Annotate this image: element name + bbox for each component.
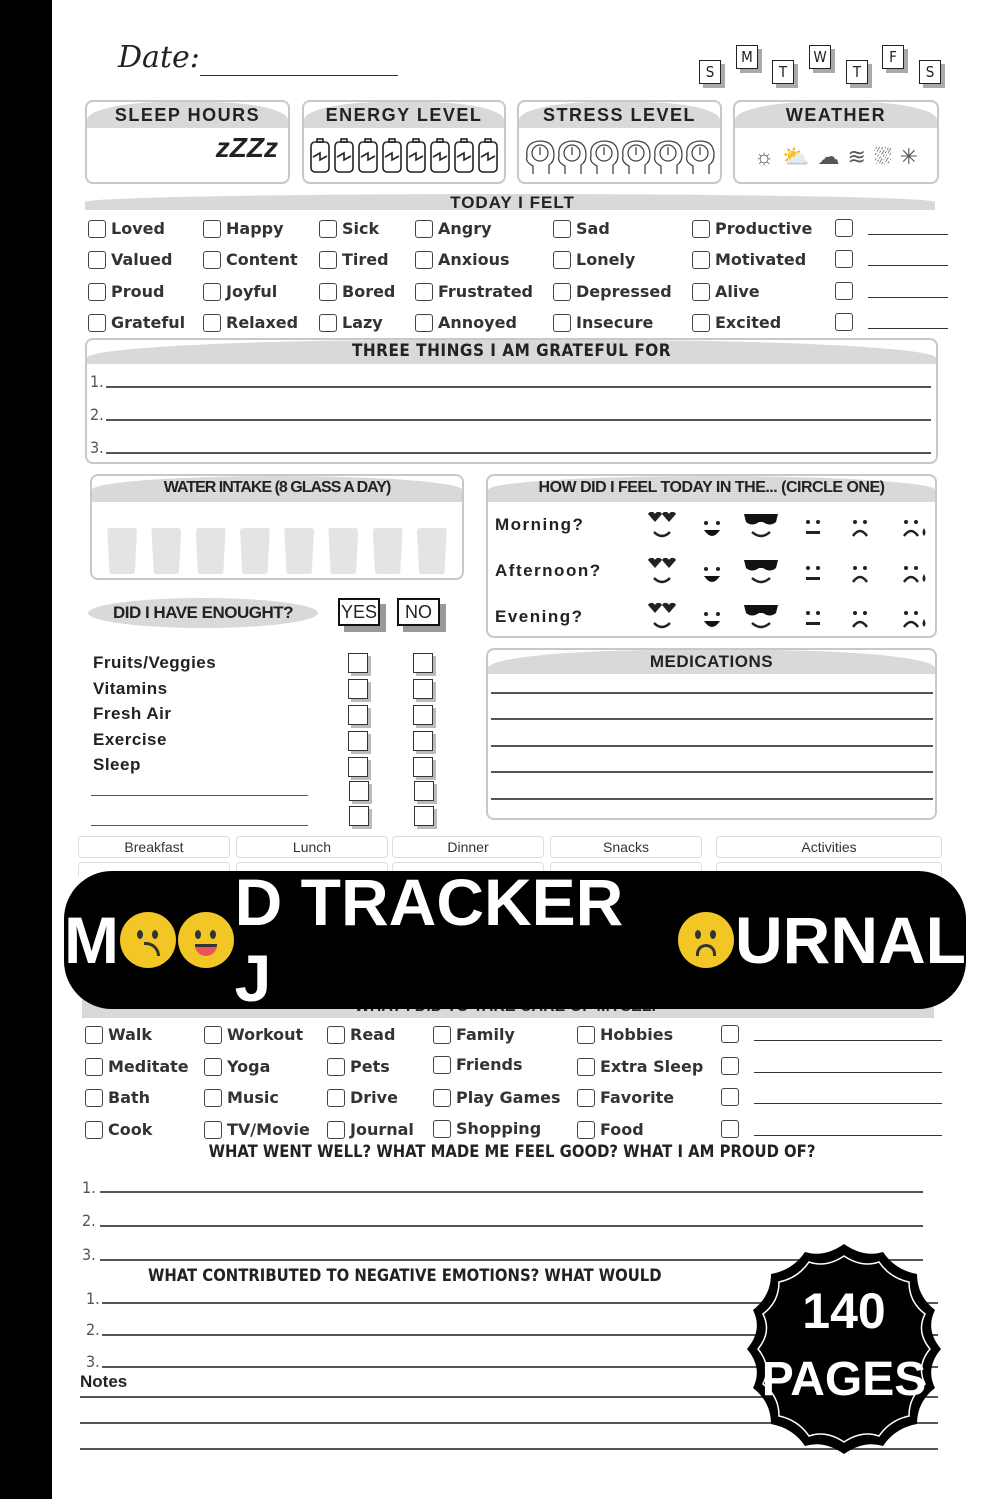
checkbox[interactable] [204,1058,222,1076]
cool-face-icon [744,605,778,627]
selfcare-read[interactable]: Read [327,1025,395,1044]
selfcare-hobbies[interactable]: Hobbies [577,1025,673,1044]
enough-title: DID I HAVE ENOUGHT? [112,603,294,622]
crying-face-icon [904,520,926,536]
checkbox[interactable] [433,1056,451,1074]
weekday-friday[interactable]: F [882,45,904,69]
negative-number: 1. [86,1289,100,1308]
book-spine [0,0,52,1499]
custom-feeling-field[interactable] [868,221,948,235]
feeling-custom-3[interactable] [835,282,948,300]
sad-face-icon [853,566,867,582]
checkbox[interactable] [415,251,433,269]
checkbox[interactable] [553,220,571,238]
zzz-icon: zZZz [215,132,278,163]
went-well-number: 3. [82,1245,96,1264]
grateful-line-1[interactable] [106,386,931,388]
custom-selfcare-field[interactable] [754,1122,942,1136]
weekday-thursday[interactable]: T [846,60,868,84]
selfcare-play-games[interactable]: Play Games [433,1088,561,1107]
feeling-loved[interactable]: Loved [88,219,165,238]
checkbox[interactable] [88,251,106,269]
selfcare-tv-movie[interactable]: TV/Movie [204,1120,310,1139]
grateful-number: 2. [90,405,104,424]
glass-icon[interactable] [284,528,314,574]
glass-icon[interactable] [107,528,137,574]
feeling-excited[interactable]: Excited [692,313,781,332]
checkbox[interactable] [835,282,853,300]
checkbox[interactable] [85,1121,103,1139]
no-checkbox-fresh-air[interactable] [413,705,433,725]
selfcare-custom-4[interactable] [721,1120,942,1138]
enough-item-sleep: Sleep [93,755,141,774]
weather-icon-row [735,144,937,170]
no-checkbox-exercise[interactable] [413,731,433,751]
checkbox[interactable] [692,283,710,301]
no-checkbox-custom-1[interactable] [414,781,434,801]
meal-activities[interactable]: Activities [716,836,942,858]
checkbox[interactable] [577,1089,595,1107]
battery-icon[interactable] [308,138,500,174]
custom-selfcare-field[interactable] [754,1090,942,1104]
stress-head-row [519,138,720,176]
weekday-sunday[interactable]: S [699,60,721,84]
water-intake-box [90,474,464,580]
checkbox[interactable] [692,220,710,238]
feeling-sad[interactable]: Sad [553,219,610,238]
feeling-joyful[interactable]: Joyful [203,282,277,301]
water-intake-title: WATER INTAKE (8 GLASS A DAY) [92,476,462,502]
checkbox[interactable] [553,314,571,332]
feel-row-morning: Morning? [495,515,585,534]
feeling-happy[interactable]: Happy [203,219,284,238]
checkbox[interactable] [415,283,433,301]
grateful-box [85,338,938,464]
sad-face-icon [853,520,867,536]
medications-box [486,648,937,820]
sun-icon[interactable]: ☼ [753,144,775,169]
badge-pages-label: PAGES [761,1353,927,1406]
selfcare-music[interactable]: Music [204,1088,279,1107]
neutral-face-icon [806,611,820,625]
feeling-proud[interactable]: Proud [88,282,164,301]
checkbox[interactable] [553,251,571,269]
neutral-face-icon [806,520,820,534]
feeling-grateful[interactable]: Grateful [88,313,185,332]
morning-face-row [640,510,940,546]
selfcare-custom-3[interactable] [721,1088,942,1106]
feel-today-title: HOW DID I FEEL TODAY IN THE... (CIRCLE ONE) [488,476,935,502]
no-checkbox-fruits[interactable] [413,653,433,673]
checkbox[interactable] [85,1089,103,1107]
checkbox[interactable] [835,219,853,237]
checkbox[interactable] [433,1089,451,1107]
feeling-annoyed[interactable]: Annoyed [415,313,517,332]
checkbox[interactable] [88,220,106,238]
went-well-line-1[interactable] [100,1191,923,1193]
checkbox[interactable] [85,1058,103,1076]
went-well-title: WHAT WENT WELL? WHAT MADE ME FEEL GOOD? WHAT I AM PROUD OF? [208,1142,816,1161]
mood-tracker-title-banner [64,865,966,1015]
sad-emoji-icon [678,912,734,968]
selfcare-friends[interactable]: Friends [433,1055,523,1074]
selfcare-custom-2[interactable] [721,1057,942,1075]
medication-line-1[interactable] [491,692,933,694]
grateful-number: 3. [90,438,104,457]
glass-icon[interactable] [417,528,447,574]
checkbox[interactable] [319,283,337,301]
selfcare-favorite[interactable]: Favorite [577,1088,674,1107]
afternoon-face-row [640,556,940,592]
yes-checkbox-fresh-air[interactable] [348,705,368,725]
checkbox[interactable] [721,1120,739,1138]
no-checkbox-sleep[interactable] [413,757,433,777]
negative-number: 3. [86,1352,100,1371]
grateful-line-2[interactable] [106,419,931,421]
checkbox[interactable] [553,283,571,301]
glass-icon[interactable] [151,528,181,574]
feeling-lonely[interactable]: Lonely [553,250,635,269]
enough-item-list [93,650,216,778]
selfcare-drive[interactable]: Drive [327,1088,398,1107]
feeling-content[interactable]: Content [203,250,298,269]
sleep-hours-box[interactable] [85,100,290,184]
yes-checkbox-custom-1[interactable] [349,781,369,801]
stress-level-title: STRESS LEVEL [519,102,720,128]
yes-checkbox-custom-2[interactable] [349,806,369,826]
feeling-alive[interactable]: Alive [692,282,760,301]
checkbox[interactable] [319,314,337,332]
partly-cloudy-icon[interactable]: ⛅ [782,144,810,169]
negative-emotions-title: WHAT CONTRIBUTED TO NEGATIVE EMOTIONS? WHAT WOULD [148,1266,662,1285]
went-well-line-2[interactable] [100,1225,923,1227]
weather-title: WEATHER [735,102,937,128]
glass-icon[interactable] [196,528,226,574]
grateful-title: THREE THINGS I AM GRATEFUL FOR [87,340,936,364]
yes-checkbox-vitamins[interactable] [348,679,368,699]
yes-column-header: YES [338,598,380,626]
selfcare-custom-1[interactable] [721,1025,942,1043]
selfcare-yoga[interactable]: Yoga [204,1057,270,1076]
rain-snow-icon[interactable]: ⛆ [873,144,892,169]
selfcare-shopping[interactable]: Shopping [433,1119,541,1138]
snowflake-icon[interactable]: ✳ [899,144,919,169]
page-count-badge [735,1240,953,1458]
feeling-valued[interactable]: Valued [88,250,172,269]
feeling-tired[interactable]: Tired [319,250,389,269]
checkbox[interactable] [203,251,221,269]
crying-face-icon [904,566,926,582]
checkbox[interactable] [415,220,433,238]
feeling-anxious[interactable]: Anxious [415,250,509,269]
selfcare-food[interactable]: Food [577,1120,644,1139]
cloudy-icon[interactable]: ☁ [817,144,840,169]
badge-page-number: 140 [802,1283,886,1339]
checkbox[interactable] [88,283,106,301]
feeling-lazy[interactable]: Lazy [319,313,383,332]
went-well-number: 1. [82,1178,96,1197]
feeling-relaxed[interactable]: Relaxed [203,313,298,332]
sad-face-icon [853,611,867,627]
confused-emoji-icon [120,912,176,968]
selfcare-extra-sleep[interactable]: Extra Sleep [577,1057,703,1076]
energy-level-title: ENERGY LEVEL [304,102,504,128]
glass-icon[interactable] [328,528,358,574]
selfcare-bath[interactable]: Bath [85,1088,150,1107]
meal-snacks[interactable]: Snacks [550,836,702,858]
checkbox[interactable] [204,1026,222,1044]
love-face-icon [648,512,676,536]
yes-checkbox-sleep[interactable] [348,757,368,777]
weather-box [733,100,939,184]
checkbox[interactable] [327,1121,345,1139]
enough-item-fresh-air: Fresh Air [93,704,172,723]
smiling-emoji-icon [178,912,234,968]
meal-breakfast[interactable]: Breakfast [78,836,230,858]
checkbox[interactable] [721,1025,739,1043]
love-face-icon [648,603,676,627]
checkbox[interactable] [692,251,710,269]
negative-number: 2. [86,1320,100,1339]
checkbox[interactable] [327,1026,345,1044]
checkbox[interactable] [577,1026,595,1044]
enough-item-fruits-veggies: Fruits/Veggies [93,653,217,672]
checkbox[interactable] [721,1057,739,1075]
checkbox[interactable] [204,1089,222,1107]
checkbox[interactable] [721,1088,739,1106]
went-well-number: 2. [82,1211,96,1230]
glass-icon[interactable] [240,528,270,574]
love-face-icon [648,558,676,582]
weekday-saturday[interactable]: S [919,60,941,84]
custom-feeling-field[interactable] [868,252,948,266]
feeling-productive[interactable]: Productive [692,219,812,238]
feeling-motivated[interactable]: Motivated [692,250,806,269]
selfcare-family[interactable]: Family [433,1025,515,1044]
sleep-hours-title: SLEEP HOURS [87,102,288,128]
selfcare-journal[interactable]: Journal [327,1120,414,1139]
notes-label: Notes [80,1372,128,1391]
checkbox[interactable] [203,314,221,332]
windy-icon[interactable]: ≋ [847,144,866,169]
meal-lunch[interactable]: Lunch [236,836,388,858]
custom-selfcare-field[interactable] [754,1059,942,1073]
checkbox[interactable] [319,220,337,238]
date-label: Date: [118,40,200,75]
feeling-angry[interactable]: Angry [415,219,492,238]
head-gauge-icon[interactable] [522,138,718,176]
checkbox[interactable] [577,1121,595,1139]
feel-row-afternoon: Afternoon? [495,561,602,580]
weekday-tuesday[interactable]: T [772,60,794,84]
checkbox[interactable] [327,1089,345,1107]
selfcare-cook[interactable]: Cook [85,1120,152,1139]
yes-checkbox-exercise[interactable] [348,731,368,751]
checkbox[interactable] [203,283,221,301]
checkbox[interactable] [85,1026,103,1044]
selfcare-pets[interactable]: Pets [327,1057,390,1076]
custom-feeling-field[interactable] [868,284,948,298]
glass-icon[interactable] [373,528,403,574]
grateful-number: 1. [90,372,104,391]
medication-line-2[interactable] [491,718,933,720]
weekday-wednesday[interactable]: W [809,45,831,69]
date-field[interactable] [200,75,398,76]
custom-selfcare-field[interactable] [754,1027,942,1041]
neutral-face-icon [806,566,820,580]
feeling-sick[interactable]: Sick [319,219,379,238]
checkbox[interactable] [835,313,853,331]
evening-face-row [640,601,940,637]
cool-face-icon [744,514,778,536]
no-column-header: NO [397,598,440,626]
selfcare-walk[interactable]: Walk [85,1025,152,1044]
selfcare-meditate[interactable]: Meditate [85,1057,189,1076]
medication-line-4[interactable] [491,771,933,773]
enough-item-vitamins: Vitamins [93,678,168,698]
feeling-custom-1[interactable] [835,219,948,237]
checkbox[interactable] [203,220,221,238]
checkbox[interactable] [433,1120,451,1138]
checkbox[interactable] [433,1026,451,1044]
feeling-insecure[interactable]: Insecure [553,313,653,332]
checkbox[interactable] [835,250,853,268]
feeling-custom-2[interactable] [835,250,948,268]
checkbox[interactable] [415,314,433,332]
weekday-monday[interactable]: M [736,45,758,69]
custom-feeling-field[interactable] [868,315,948,329]
feeling-frustrated[interactable]: Frustrated [415,282,533,301]
energy-battery-row [304,138,504,174]
enough-custom-line-1[interactable] [91,795,308,796]
happy-face-icon [704,612,720,627]
no-checkbox-custom-2[interactable] [414,806,434,826]
checkbox[interactable] [692,314,710,332]
enough-custom-line-2[interactable] [91,825,308,826]
medications-title: MEDICATIONS [488,650,935,674]
checkbox[interactable] [327,1058,345,1076]
water-glass-row [92,502,462,574]
feeling-bored[interactable]: Bored [319,282,395,301]
medication-line-3[interactable] [491,745,933,747]
yes-checkbox-fruits[interactable] [348,653,368,673]
banner-title: M D TRACKER J URNAL [64,865,966,1015]
checkbox[interactable] [88,314,106,332]
feel-row-evening: Evening? [495,607,584,626]
energy-level-box [302,100,506,184]
meal-dinner[interactable]: Dinner [392,836,544,858]
checkbox[interactable] [319,251,337,269]
no-checkbox-vitamins[interactable] [413,679,433,699]
stress-level-box [517,100,722,184]
selfcare-workout[interactable]: Workout [204,1025,303,1044]
today-felt-title: TODAY I FELT [450,193,575,212]
checkbox[interactable] [204,1121,222,1139]
grateful-line-3[interactable] [106,452,931,454]
enough-item-exercise: Exercise [93,729,167,749]
happy-face-icon [704,521,720,536]
cool-face-icon [744,560,778,582]
medication-line-5[interactable] [491,798,933,800]
crying-face-icon [904,611,926,627]
feeling-custom-4[interactable] [835,313,948,331]
checkbox[interactable] [577,1058,595,1076]
happy-face-icon [704,567,720,582]
feeling-depressed[interactable]: Depressed [553,282,672,301]
